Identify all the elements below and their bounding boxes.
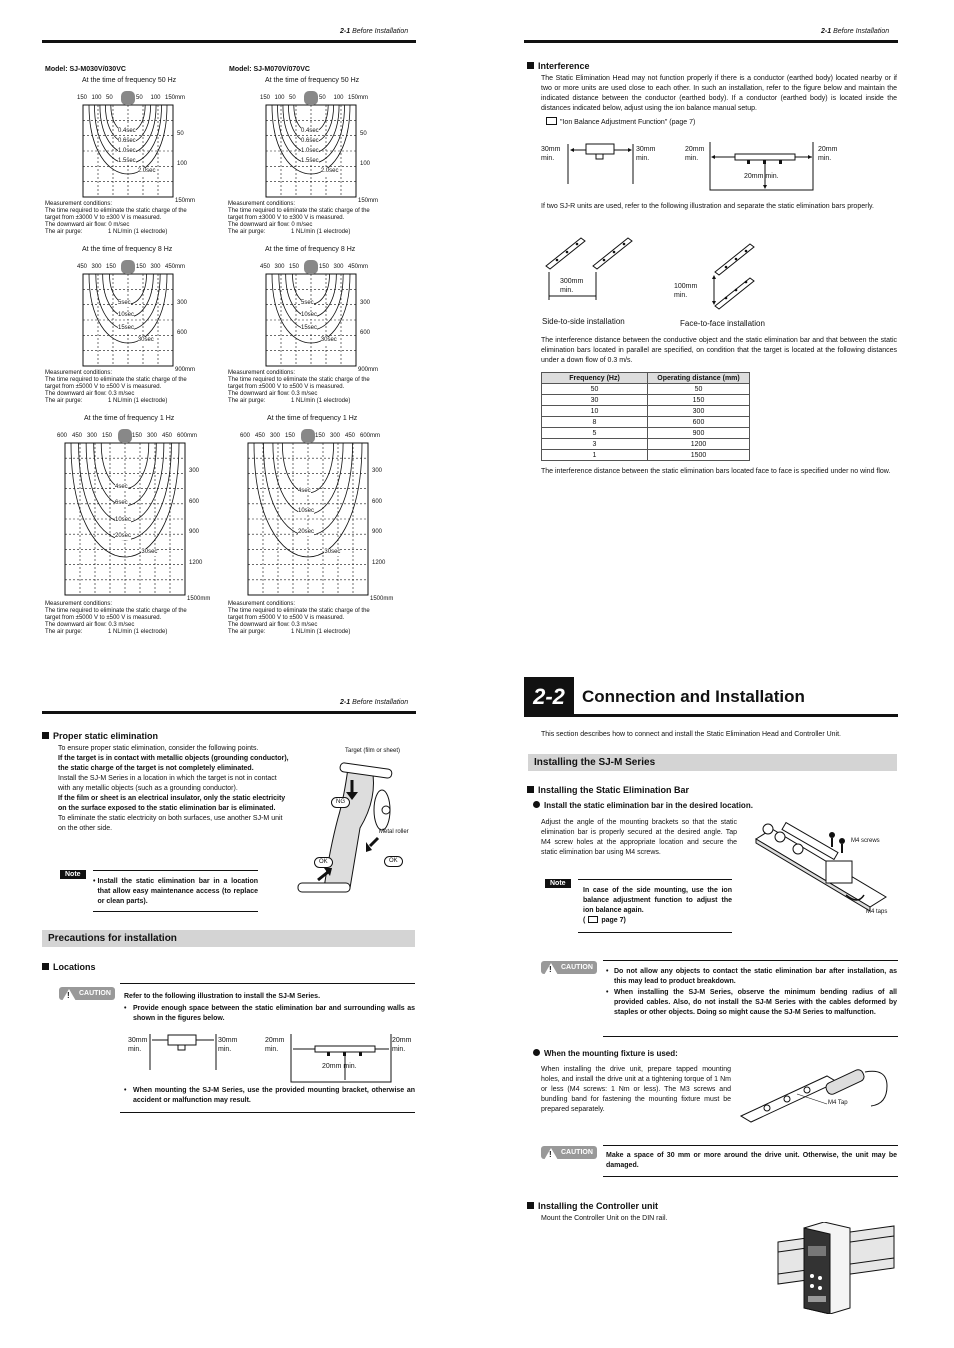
table-row [542,395,750,406]
m4-tap-label: M4 Tap [828,1100,848,1106]
chart-grid [45,246,213,376]
air-purge-label: The air purge: [228,229,266,235]
proper-bold1: If the target is in contact with metallic objects (grounding conductor), the static charge of the target is not completely eliminated. [58,755,289,772]
measurement-line: The time required to eliminate the static charge of the target from ±5000 V to ±500 V is measured. [228,377,370,390]
note-box: • Install the static elimination bar in a location that allow easy maintenance access (to replace or clean parts). [93,870,258,912]
wall-dim-30-right: 30mm min. [218,1037,238,1053]
curve-label: 0.4sec [301,128,319,135]
measurement-line: The downward air flow: 0.3 m/sec [228,391,318,397]
air-purge-line [45,229,195,236]
head-icon [118,429,132,443]
table-cell: 3 [542,439,648,450]
table-cell: 900 [648,428,750,439]
axis-tick-label: 450 [255,433,266,439]
install-bullet-heading: Install the static elimination bar in the desired location. [533,801,753,811]
curve-label: 2.0sec [320,168,339,175]
axis-tick-label: 450 [77,264,88,270]
table-row [542,417,750,428]
dim-20mm-bottom: 20mm min. [744,173,779,180]
caution-bullet-2: • When mounting the SJ-M Series, use the provided mounting bracket, otherwise an accident or malfunction may result. [124,1087,415,1104]
proper-static-heading: Proper static elimination [42,731,158,741]
air-purge-line [45,629,195,636]
axis-tick-label: 100 [274,95,285,101]
wall-dim-30-left: 30mm min. [128,1037,148,1053]
axis-tick-label: 600 [360,330,371,337]
caution-bullet-1: • Provide enough space between the static elimination bar and surrounding walls as shown in the figures below. [124,1005,415,1022]
curve-label: 30sec [320,337,337,344]
air-purge-label: The air purge: [228,398,266,404]
axis-tick-label: 50 [289,95,296,101]
caution-rule-right-4 [603,1176,898,1177]
axis-tick-label: 900 [372,529,383,536]
air-purge-line [45,398,195,405]
axis-tick-label: 600 [240,433,251,439]
air-purge-label: The air purge: [45,229,83,235]
axis-tick-label: 150 [315,433,326,439]
curve-label: 10sec [301,312,318,319]
table-cell: 5 [542,428,648,439]
proper-line2: Install the SJ-M Series in a location in which the target is not in contact with any metallic objects (such as a grounding conductor). [58,775,277,792]
air-purge-line [228,629,378,636]
controller-para: Mount the Controller Unit on the DIN rail. [541,1215,668,1222]
chart-grid [228,246,396,376]
m4-screws-label: M4 screws [851,838,880,844]
note-page-ref: ( page 7) [583,917,626,924]
measurement-line: Measurement conditions: [228,201,296,207]
axis-tick-label: 450mm [348,264,369,270]
axis-tick-label: 300 [274,264,285,270]
curve-label: 30sec [141,549,158,556]
table-header: Operating distance (mm) [648,373,750,384]
table-header: Frequency (Hz) [542,373,648,384]
caution-rule-right-3 [603,1145,898,1146]
axis-tick-label: 900mm [175,367,196,373]
curve-label: 1.0sec [118,148,136,155]
book-icon [546,117,557,125]
measurement-conditions [228,201,378,236]
face-to-face-label: Face-to-face installation [680,319,765,328]
measurement-line: The time required to eliminate the static charge of the target from ±5000 V to ±500 V is measured. [228,608,370,621]
table-cell: 1200 [648,439,750,450]
model-right-title: Model: SJ-M070V/070VC [229,66,310,73]
axis-tick-label: 300 [333,264,344,270]
curve-label: 2.0sec [137,168,156,175]
curve-label: 10sec [298,508,315,515]
axis-tick-label: 450 [72,433,83,439]
wall-dim-20-bottom: 20mm min. [322,1063,357,1070]
chart-grid [45,415,225,605]
table-cell: 300 [648,406,750,417]
interference-para3: The interference distance between the conductive object and the static elimination bar and that between the static elimination bars located in parallel are specified, on condition that the target is located at the following distances under a down flow of 0.3 m/s. [541,337,897,364]
axis-tick-label: 150 [77,95,88,101]
note-tag: Note [60,870,86,879]
table-cell: 50 [648,384,750,395]
axis-tick-label: 150 [132,433,143,439]
axis-tick-label: 450mm [165,264,186,270]
axis-tick-label: 600 [57,433,68,439]
header-rule [42,40,416,43]
frequency-table-wrap [541,372,750,461]
interference-diagram-left [541,138,681,188]
table-row [542,384,750,395]
curve-label: 20sec [298,528,315,535]
section-number-badge: 2-2 [524,677,574,716]
axis-tick-label: 300 [147,433,158,439]
measurement-line: The time required to eliminate the static charge of the target from ±3000 V to ±300 V is measured. [45,208,187,221]
curve-label: 4sec [115,483,128,490]
measurement-line: The downward air flow: 0 m/sec [45,222,130,228]
chart-title: At the time of frequency 1 Hz [267,415,358,422]
chart-title: At the time of frequency 8 Hz [82,246,173,253]
drive-unit-illustration [737,1066,897,1132]
note-text-right: In case of the side mounting, use the ion balance adjustment function to adjust the ion balance again. [583,887,732,914]
curve-label: 1.5sec [118,158,136,165]
axis-tick-label: 50 [319,95,326,101]
air-purge-value: 1 NL/min (1 electrode) [291,229,351,235]
page-header-bottom-left: 2-1 Before Installation [340,699,409,706]
table-cell: 8 [542,417,648,428]
m4-taps-label: M4 taps [866,909,888,915]
caution-rule [120,983,415,984]
wall-diagram-left [128,1030,268,1080]
locations-heading: Locations [42,962,96,972]
section-title: Connection and Installation [582,687,805,706]
air-purge-label: The air purge: [45,629,83,635]
curve-label: 10sec [118,312,135,319]
measurement-line: Measurement conditions: [45,601,113,607]
caution-intro: Refer to the following illustration to install the SJ-M Series. [124,993,321,1000]
dim-100mm: 100mm min. [674,283,698,299]
measurement-line: Measurement conditions: [45,201,113,207]
curve-label: 5sec [301,299,314,306]
ok-badge-left: OK [314,857,333,868]
fixture-para: When installing the drive unit, prepare tapped mounting holes, and install the drive unit at a tightening torque of 1 Nm or less (M4 screws: 1 Nm or less). The M3 screws and bundling band for fastening the mounting fixture must be prepared separately. [541,1066,731,1113]
curve-label: 4sec [298,487,311,494]
caution-badge: ! CAUTION [59,987,115,1000]
proper-line1: To ensure proper static elimination, consider the following points. [58,745,259,752]
header-rule [42,711,416,714]
axis-tick-label: 900mm [358,367,379,373]
ion-balance-ref: "Ion Balance Adjustment Function" (page 7) [546,117,695,127]
axis-tick-label: 900 [189,529,200,536]
curve-label: 15sec [301,324,318,331]
axis-tick-label: 150 [260,95,271,101]
warning-icon [62,989,76,1001]
table-row [542,428,750,439]
proper-bold2: If the film or sheet is an electrical insulator, only the static electricity on the surface exposed to the static elimination bar is eliminated. [58,795,286,812]
metal-roller-label: Metal roller [379,829,409,835]
head-icon [121,260,135,274]
axis-tick-label: 150 [136,264,147,270]
book-icon [588,916,598,923]
axis-tick-label: 150 [319,264,330,270]
measurement-line: The downward air flow: 0 m/sec [228,222,313,228]
note-box-right [578,879,732,933]
curve-label: 0.6sec [301,138,319,145]
side-to-side-label: Side-to-side installation [542,317,625,326]
wall-dim-20-left: 20mm min. [265,1037,285,1053]
curve-label: 0.6sec [118,138,136,145]
axis-tick-label: 1200 [372,559,386,566]
interference-para1: The Static Elimination Head may not function properly if there is a conductor (earthed body) located nearby or if two or more units are used close to each other. In such an installation, refer to the figure below and maintain the indicated distance between the conductor (earthed body). If a conductor (earthed body) is located inside the distances indicated below, adjust using the ion balance manual setup. [541,75,897,112]
measurement-line: Measurement conditions: [228,370,296,376]
measurement-line: The time required to eliminate the static charge of the target from ±5000 V to ±500 V is measured. [45,377,187,390]
air-purge-line [228,229,378,236]
curve-label: 30sec [137,337,154,344]
installing-sjm-heading: Installing the SJ-M Series [528,754,897,771]
measurement-conditions [45,370,195,405]
table-row [542,439,750,450]
table-cell: 50 [542,384,648,395]
axis-tick-label: 100 [333,95,344,101]
axis-tick-label: 300 [270,433,281,439]
axis-tick-label: 300 [87,433,98,439]
axis-tick-label: 300 [91,264,102,270]
warning-icon [544,1148,558,1160]
axis-tick-label: 100 [360,161,371,168]
axis-tick-label: 450 [162,433,173,439]
install-para: Adjust the angle of the mounting brackets so that the static elimination bar is properly secured at the desired angle. Tap M4 screw holes at the appropriate location and secure the static elimination bar using M4 screws. [541,819,737,856]
page-header-top-left: 2-1 Before Installation [340,28,409,35]
axis-tick-label: 450 [260,264,271,270]
frequency-table [541,372,750,461]
proper-line3: To eliminate the static electricity on both surfaces, use another SJ-M unit on the other side. [58,815,283,832]
air-purge-value: 1 NL/min (1 electrode) [291,398,351,404]
table-cell: 10 [542,406,648,417]
table-row [542,450,750,461]
caution-right-3: Make a space of 30 mm or more around the drive unit. Otherwise, the unit may be damaged. [606,1152,897,1169]
section-rule [524,714,898,717]
axis-tick-label: 150mm [348,95,369,101]
table-cell: 150 [648,395,750,406]
proper-static-text [58,744,290,834]
caution-rule-bottom [120,1112,415,1113]
caution-right-bullet-2: • When installing the SJ-M Series, observe the minimum bending radius of all provided cables. Also, do not install the SJ-M Series with the cables deformed by staples or other objects. Doing so might cause the SJ-M Series to malfunction. [606,989,897,1016]
curve-label: 1.0sec [301,148,319,155]
air-purge-label: The air purge: [228,629,266,635]
axis-tick-label: 150 [289,264,300,270]
head-icon [304,260,318,274]
measurement-line: The downward air flow: 0.3 m/sec [45,391,135,397]
axis-tick-label: 100 [91,95,102,101]
target-label: Target (film or sheet) [345,748,401,754]
axis-tick-label: 50 [360,130,367,137]
curve-label: 30sec [324,549,341,556]
axis-tick-label: 150mm [358,198,379,204]
measurement-conditions [45,601,195,636]
dim-300mm: 300mm min. [560,278,584,294]
wall-dim-20-right: 20mm min. [392,1037,412,1053]
axis-tick-label: 600mm [360,433,381,439]
dim-20mm-right: 20mm min. [818,146,838,162]
curve-label: 15sec [118,324,135,331]
measurement-line: The downward air flow: 0.3 m/sec [45,622,135,628]
axis-tick-label: 150 [106,264,117,270]
static-bar-heading: Installing the Static Elimination Bar [527,785,689,795]
curve-label: 0.4sec [118,128,136,135]
table-cell: 600 [648,417,750,428]
air-purge-value: 1 NL/min (1 electrode) [108,229,168,235]
caution-right-bullet-1: • Do not allow any objects to contact the static elimination bar after installation, as this may lead to product breakdown. [606,968,897,985]
face-to-face-illustration [700,238,790,318]
axis-tick-label: 300 [150,264,161,270]
axis-tick-label: 50 [136,95,143,101]
air-purge-label: The air purge: [45,398,83,404]
interference-heading: Interference [527,61,590,71]
head-icon [304,91,318,105]
measurement-conditions [45,201,195,236]
precautions-heading: Precautions for installation [42,930,415,947]
note-text: Install the static elimination bar in a location that allow easy maintenance access (to replace or clean parts). [97,878,258,905]
axis-tick-label: 300 [372,468,383,475]
dim-20mm-left: 20mm min. [685,146,705,162]
axis-tick-label: 1500mm [187,596,211,602]
table-row [542,406,750,417]
measurement-line: The downward air flow: 0.3 m/sec [228,622,318,628]
page-header-top-right: 2-1 Before Installation [821,28,890,35]
curve-label: 10sec [115,516,132,523]
air-purge-value: 1 NL/min (1 electrode) [108,629,168,635]
curve-label: 6sec [115,500,128,507]
model-left-title: Model: SJ-M030V/030VC [45,66,126,73]
axis-tick-label: 300 [189,468,200,475]
curve-label: 1.5sec [301,158,319,165]
side-to-side-illustration [541,234,651,314]
axis-tick-label: 600 [189,498,200,505]
chart-title: At the time of frequency 8 Hz [265,246,356,253]
header-rule [524,40,898,43]
caution-badge-right-2: ! CAUTION [541,1146,597,1159]
axis-tick-label: 100 [177,161,188,168]
measurement-line: The time required to eliminate the static charge of the target from ±5000 V to ±500 V is measured. [45,608,187,621]
table-cell: 1500 [648,450,750,461]
interference-para4: The interference distance between the static elimination bars located face to face is specified under no wind flow. [541,468,891,475]
controller-unit-illustration [776,1222,898,1314]
axis-tick-label: 150 [285,433,296,439]
air-purge-line [228,398,378,405]
head-icon [301,429,315,443]
interference-para2: If two SJ-R units are used, refer to the following illustration and separate the static elimination bars properly. [541,203,874,210]
axis-tick-label: 150 [102,433,113,439]
caution-rule-right-bottom [603,1036,898,1037]
air-purge-value: 1 NL/min (1 electrode) [291,629,351,635]
axis-tick-label: 600 [372,498,383,505]
chart-title: At the time of frequency 1 Hz [84,415,175,422]
controller-heading: Installing the Controller unit [527,1201,658,1211]
curve-label: 5sec [118,299,131,306]
dim-30mm-right: 30mm min. [636,146,656,162]
interference-diagram-right [685,138,825,193]
axis-tick-label: 450 [345,433,356,439]
ok-badge-right: OK [384,856,403,867]
measurement-conditions [228,601,378,636]
caution-rule-right [603,960,898,961]
axis-tick-label: 150mm [175,198,196,204]
fixture-bullet-heading: When the mounting fixture is used: [533,1049,678,1059]
axis-tick-label: 50 [106,95,113,101]
axis-tick-label: 300 [360,299,371,306]
measurement-conditions [228,370,378,405]
air-purge-value: 1 NL/min (1 electrode) [108,398,168,404]
axis-tick-label: 600mm [177,433,198,439]
curve-label: 20sec [115,533,132,540]
axis-tick-label: 1500mm [370,596,394,602]
dim-30mm-left: 30mm min. [541,146,561,162]
axis-tick-label: 1200 [189,559,203,566]
measurement-line: Measurement conditions: [228,601,296,607]
axis-tick-label: 100 [150,95,161,101]
chart-title: At the time of frequency 50 Hz [82,77,177,84]
table-cell: 1 [542,450,648,461]
measurement-line: The time required to eliminate the static charge of the target from ±3000 V to ±300 V is measured. [228,208,370,221]
caution-badge-right-1: ! CAUTION [541,961,597,974]
chart-title: At the time of frequency 50 Hz [265,77,360,84]
measurement-line: Measurement conditions: [45,370,113,376]
axis-tick-label: 300 [330,433,341,439]
table-cell: 30 [542,395,648,406]
note-tag-right: Note [545,879,571,888]
warning-icon [544,963,558,975]
axis-tick-label: 600 [177,330,188,337]
section-intro: This section describes how to connect and install the Static Elimination Head and Controller Unit. [541,731,841,738]
chart-grid [228,415,408,605]
axis-tick-label: 300 [177,299,188,306]
head-icon [121,91,135,105]
axis-tick-label: 150mm [165,95,186,101]
ng-badge: NG [331,797,350,808]
axis-tick-label: 50 [177,130,184,137]
